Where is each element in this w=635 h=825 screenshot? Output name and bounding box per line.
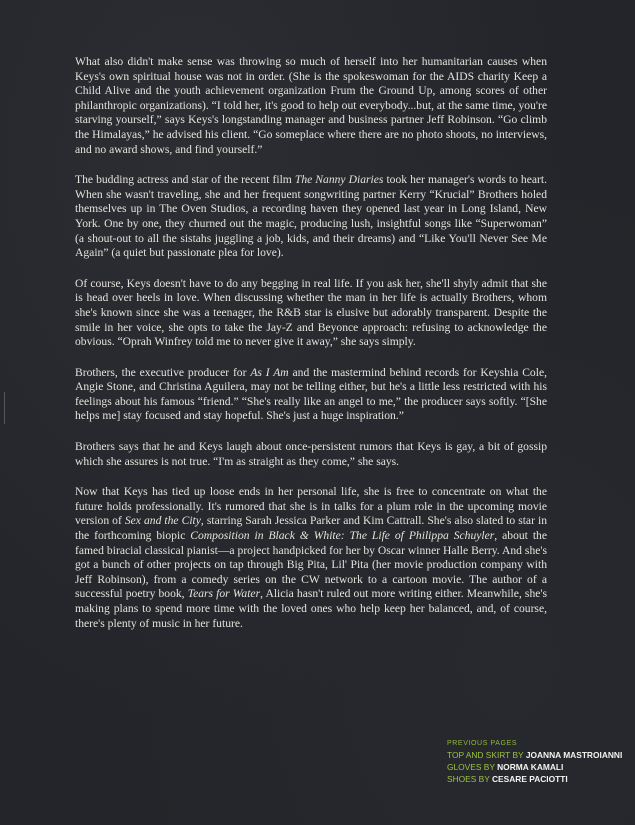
credit-line [447,773,635,785]
album-title-as-i-am: As I Am [250,365,289,379]
paragraph-6 [75,485,547,631]
paragraph-2-text-a: The budding actress and star of the recent film [75,173,295,187]
paragraph-4 [75,366,547,424]
credit-line [447,749,635,761]
paragraph-4-text-a: Brothers, the executive producer for [75,365,251,379]
film-title-composition: Composition in Black & White: The Life of Philippa Schuyler [190,529,495,543]
paragraph-5 [75,440,547,469]
book-title-tears-for-water: Tears for Water [187,587,261,601]
film-title-nanny-diaries: The Nanny Diaries [294,173,384,187]
credit-designer: JOANNA MASTROIANNI [525,750,623,760]
binding-crease [4,392,5,424]
paragraph-6-text-a: Now that Keys has tied up loose ends in her personal life, she is free to concentrate on what the future holds professionally. It's rumored that she is in talks for a plum role in the upcoming movie version of [75,485,547,528]
credit-line [447,761,635,773]
paragraph-2 [75,173,547,261]
credit-role: TOP AND SKIRT BY [447,750,526,760]
paragraph-6-text-b: , starring Sarah Jessica Parker and Kim Cattrall. She's also slated to star in the forthcoming biopic [75,514,547,543]
paragraph-4-text-b: and the mastermind behind records for Keyshia Cole, Angie Stone, and Christina Aguilera, may not be telling either, but he's a little less restricted with his feelings about his famous “friend.” “She's really like an angel to me,” the producer says softly. “[She helps me] stay focused and stay hopeful. She's just a huge inspiration.” [75,365,547,423]
paragraph-3-text: Of course, Keys doesn't have to do any begging in real life. If you ask her, she'll shyly admit that she is head over heels in love. When discussing whether the man in her life is actually Brothers, whom she's known since she was a teenager, the R&B star is elusive but adorably transparent. Despite the smile in her voice, she opts to take the Jay-Z and Beyonce approach: refusing to acknowledge the obvious. “Oprah Winfrey told me to never give it away,” she says simply. [75,276,547,349]
paragraph-5-text: Brothers says that he and Keys laugh about once-persistent rumors that Keys is gay, a bit of gossip which she assures is not true. “I'm as straight as they come,” she says. [75,440,547,468]
paragraph-1 [75,55,547,157]
paragraph-3 [75,277,547,350]
paragraph-2-text-b: took her manager's words to heart. When she wasn't traveling, she and her frequent songwriting partner Kerry “Krucial” Brothers holed themselves up in The Oven Studios, a recording haven they opened last year in Long Island, New York. One by one, they churned out the magic, producing lush, insightful songs like “Superwoman” (a shout-out to all the sistahs juggling a job, kids, and their dreams) and “Like You'll Never See Me Again” (a quiet but passionate plea for love). [75,173,547,260]
fashion-credits [447,739,635,785]
credit-designer: CESARE PACIOTTI [492,774,568,784]
credit-designer: NORMA KAMALI [497,762,564,772]
article-body [75,55,547,647]
film-title-sex-and-the-city: Sex and the City [124,514,201,528]
paragraph-6-text-d: , Alicia hasn't ruled out more writing either. Meanwhile, she's making plans to spend more time with the loved ones who help keep her balanced, and, of course, there's plenty of music in her future. [75,587,547,630]
credit-role: GLOVES BY [447,762,498,772]
paragraph-6-text-c: , about the famed biracial classical pianist—a project handpicked for her by Oscar winner Halle Berry. And she's got a bunch of other projects on tap through Big Pita, Lil' Pita (her movie production company with Jeff Robinson), from a comedy series on the CW network to a cartoon movie. The author of a successful poetry book, [75,529,547,601]
paragraph-1-text: What also didn't make sense was throwing so much of herself into her humanitarian causes when Keys's own spiritual house was not in order. (She is the spokeswoman for the AIDS charity Keep a Child Alive and the youth achievement organization Frum the Ground Up, among scores of other philanthropic organizations). “I told her, it's good to help out everybody...but, at the same time, you're starving yourself,” says Keys's longstanding manager and business partner Jeff Robinson. “Go climb the Himalayas,” he advised his client. “Go someplace where there are no photo shoots, no interviews, and no award shows, and find yourself.” [75,55,547,156]
credit-role: SHOES BY [447,774,492,784]
credits-heading: PREVIOUS PAGES [447,740,518,747]
